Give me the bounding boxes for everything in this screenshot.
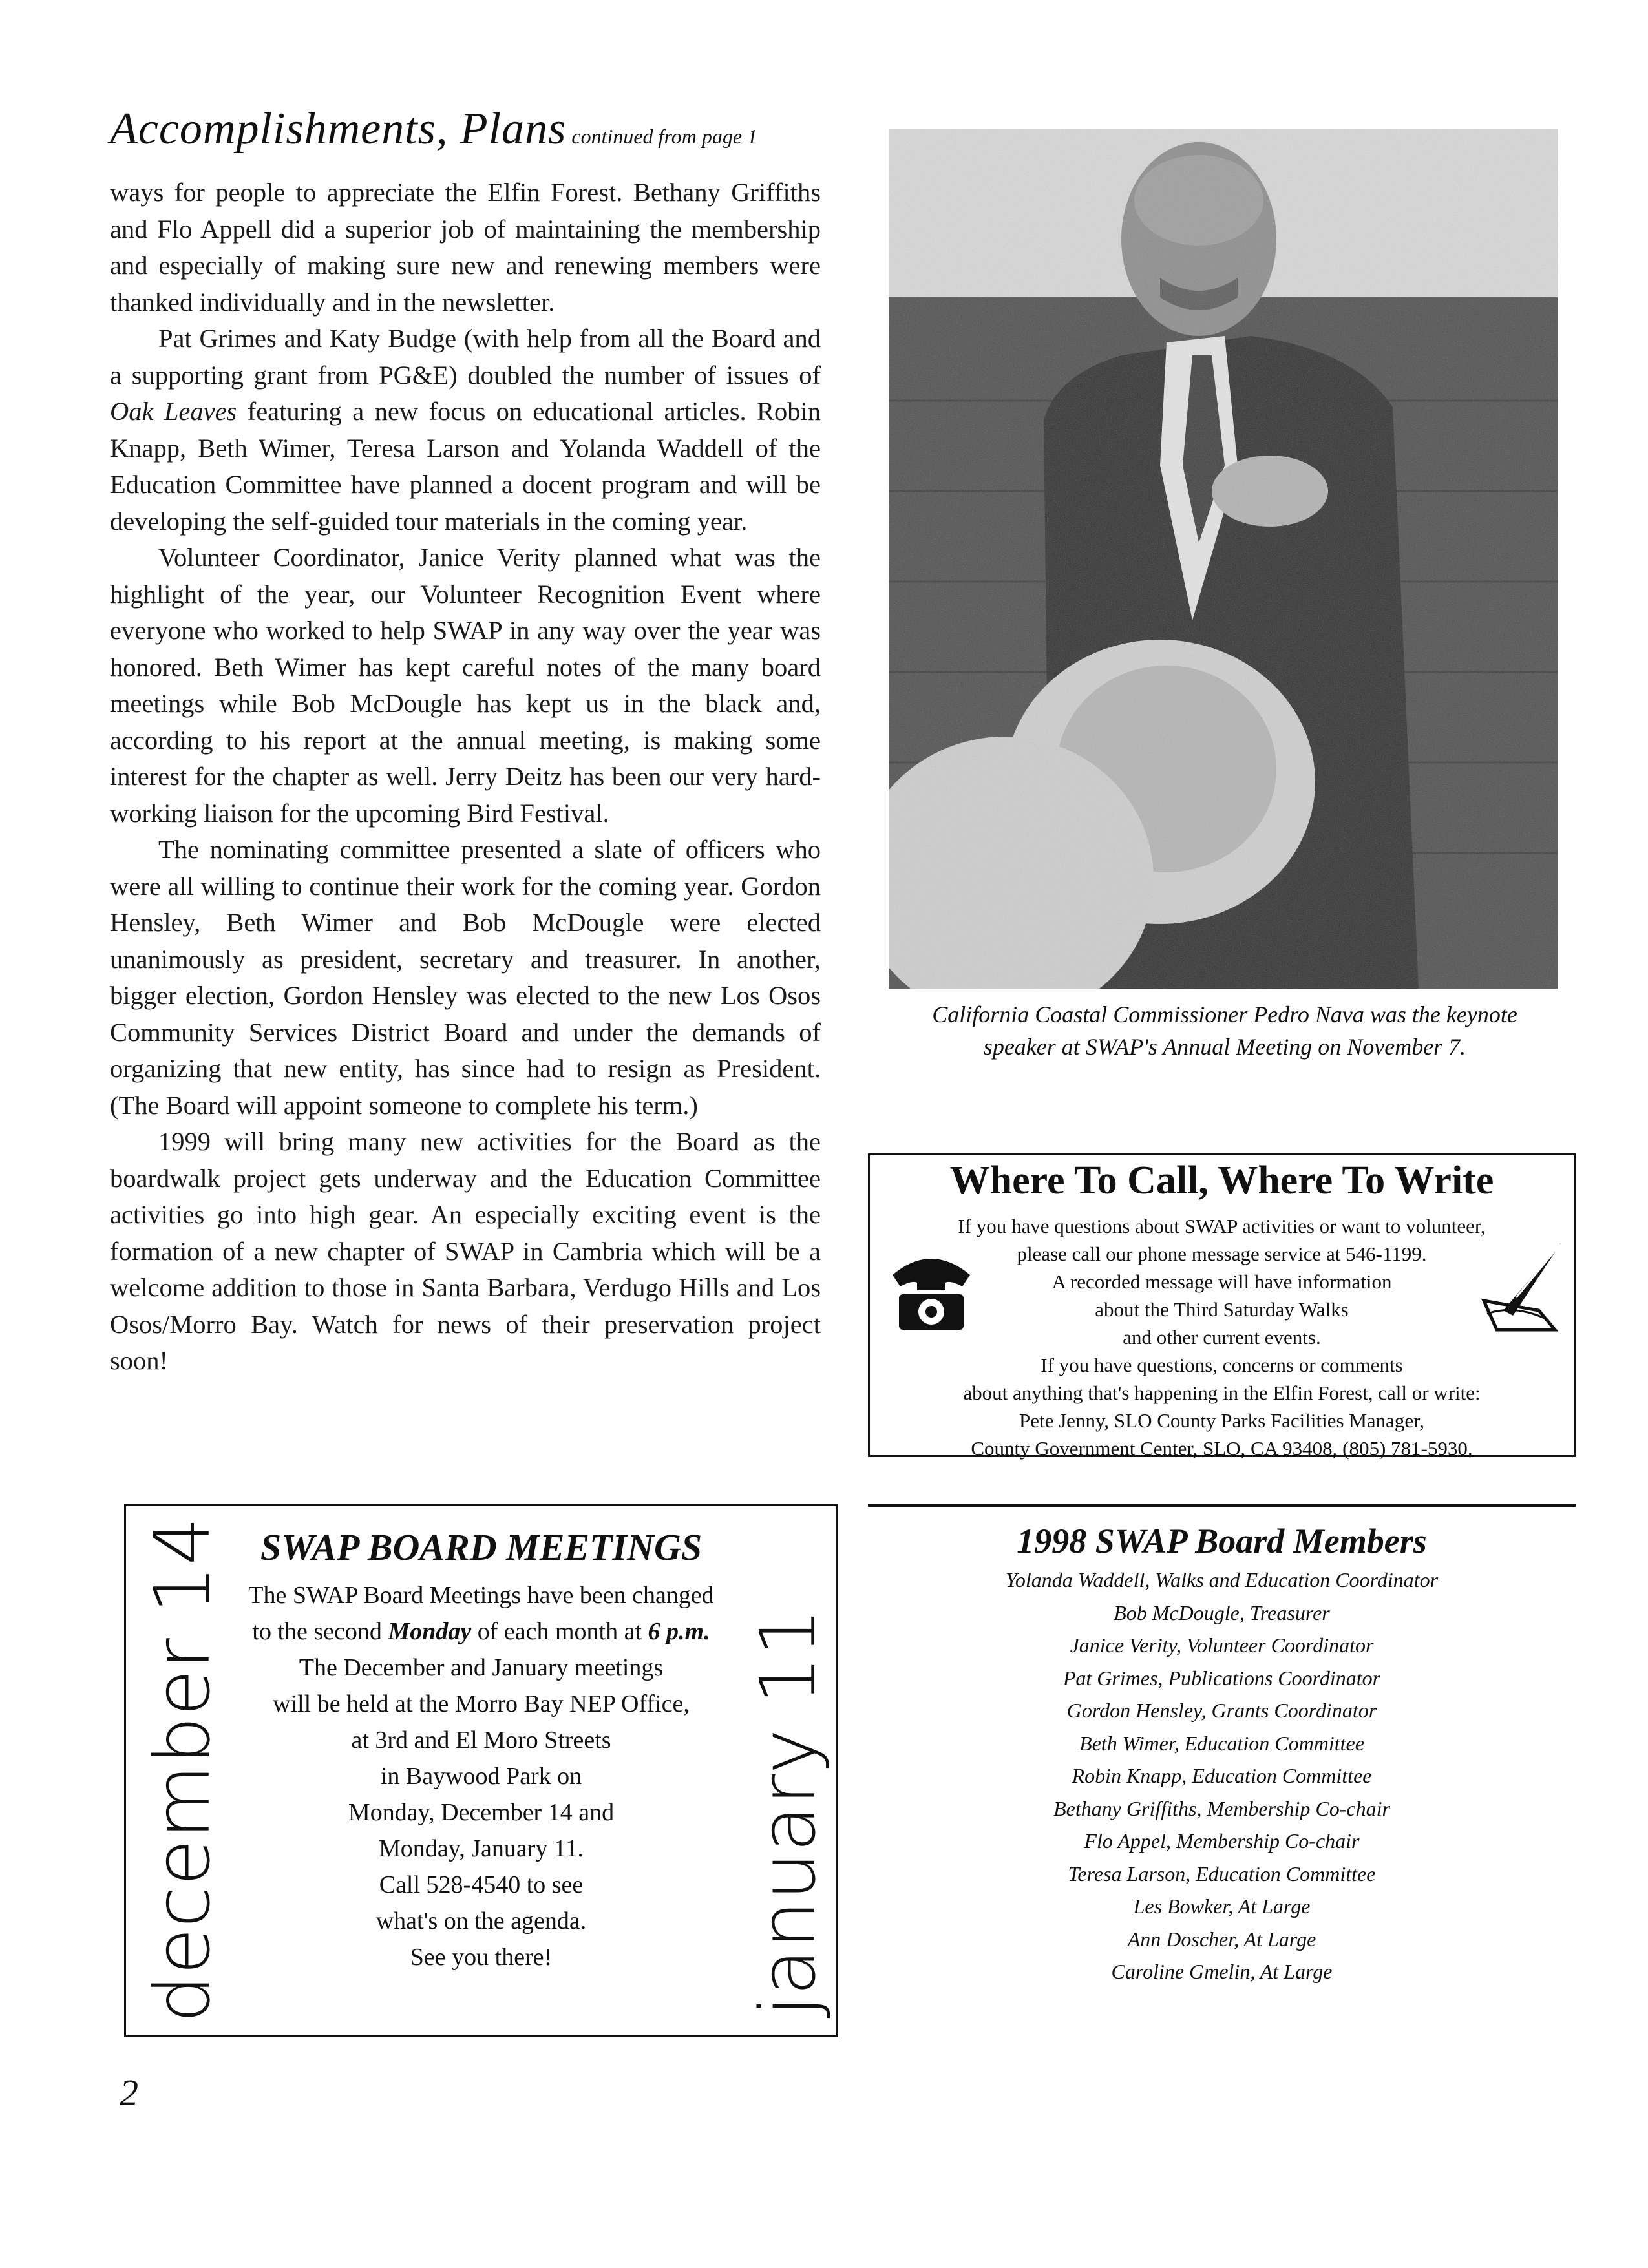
meetings-line [223, 1613, 739, 1650]
meetings-line: at 3rd and El Moro Streets [351, 1727, 611, 1754]
article-headline [110, 103, 853, 168]
contact-line: County Government Center, SLO, CA 93408, (805) 781-5930. [971, 1437, 1473, 1460]
board-member: Ann Doscher, At Large [1127, 1927, 1316, 1951]
contact-line: Pete Jenny, SLO County Parks Facilities Manager, [1019, 1409, 1424, 1432]
quill-pen-icon [1477, 1239, 1568, 1336]
members-divider [868, 1504, 1576, 1507]
board-member: Beth Wimer, Education Committee [1079, 1731, 1364, 1755]
board-member: Bethany Griffiths, Membership Co-chair [1053, 1796, 1390, 1820]
article-body [110, 174, 821, 1380]
meetings-line: Monday, January 11. [379, 1835, 584, 1862]
board-members-section [868, 1518, 1576, 1988]
contact-line: If you have questions, concerns or comments [1041, 1354, 1403, 1376]
article-paragraph-5: 1999 will bring many new activities for the Board as the boardwalk project gets underway and the Education Committee activities go into high gear. An especially exciting event is the formation of a new chapter of SWAP in Cambria which will be a welcome addition to those in Santa Barbara, Verdugo Hills and Los Osos/Morro Bay. Watch for news of their preservation project soon! [110, 1127, 821, 1375]
board-meetings-text [223, 1577, 739, 1975]
contact-box-title: Where To Call, Where To Write [949, 1159, 1494, 1202]
january-date-vertical: january 11 [743, 1608, 832, 2017]
contact-line: about anything that's happening in the Elfin Forest, call or write: [963, 1381, 1481, 1404]
board-member: Flo Appel, Membership Co-chair [1084, 1829, 1360, 1853]
caption-line: speaker at SWAP's Annual Meeting on November 7. [983, 1034, 1466, 1060]
paragraph-2-end: featuring a new focus on educational articles. Robin Knapp, Beth Wimer, Teresa Larson and Yolanda Waddell of the Education Committee have planned a docent program and will be developing the self-guided tour materials in the coming year. [110, 397, 821, 536]
board-member: Gordon Hensley, Grants Coordinator [1066, 1699, 1377, 1722]
meeting-day: Monday [388, 1618, 472, 1645]
contact-line: A recorded message will have information [1051, 1270, 1392, 1293]
article-paragraph-1: ways for people to appreciate the Elfin Forest. Bethany Griffiths and Flo Appell did a superior job of maintaining the membership and especially of making sure new and renewing members were thanked individually and in the newsletter. [110, 178, 821, 317]
meetings-line-start: to the second [252, 1618, 388, 1645]
meetings-line: what's on the agenda. [375, 1907, 587, 1935]
telephone-icon [886, 1249, 977, 1333]
board-member: Pat Grimes, Publications Coordinator [1062, 1666, 1381, 1690]
meetings-line-mid: of each month at [471, 1618, 648, 1645]
board-members-title: 1998 SWAP Board Members [1017, 1522, 1427, 1560]
meetings-line: in Baywood Park on [380, 1763, 582, 1790]
page-number: 2 [120, 2072, 138, 2114]
paragraph-2-start: Pat Grimes and Katy Budge (with help from all the Board and a supporting grant from PG&E) doubled the number of issues of [110, 324, 821, 390]
headline-continued: continued from page 1 [571, 125, 758, 148]
meetings-line: Call 528-4540 to see [379, 1871, 584, 1898]
speaker-photo [889, 129, 1558, 989]
board-member: Bob McDougle, Treasurer [1114, 1601, 1330, 1624]
article-paragraph-4: The nominating committee presented a slate of officers who were all willing to continue their work for the coming year. Gordon Hensley, Beth Wimer and Bob McDougle were elected unanimously as president, secretary and treasurer. In another, bigger election, Gordon Hensley was elected to the new Los Osos Community Services District Board and under the demands of organizing that new entity, has since had to resign as President. (The Board will appoint someone to complete his term.) [110, 835, 821, 1120]
caption-line: California Coastal Commissioner Pedro Nava was the keynote [932, 1002, 1517, 1027]
board-member: Robin Knapp, Education Committee [1072, 1764, 1372, 1787]
photo-caption [866, 998, 1583, 1063]
meetings-line: See you there! [410, 1944, 553, 1971]
board-member: Les Bowker, At Large [1133, 1895, 1311, 1918]
board-meetings-box [124, 1504, 838, 2037]
board-member: Yolanda Waddell, Walks and Education Coordinator [1005, 1568, 1439, 1591]
contact-line: please call our phone message service at 546-1199. [1017, 1243, 1427, 1265]
meetings-line: Monday, December 14 and [348, 1799, 615, 1826]
contact-line: and other current events. [1123, 1326, 1321, 1349]
contact-line: If you have questions about SWAP activities or want to volunteer, [958, 1215, 1486, 1237]
board-meetings-title: SWAP BOARD MEETINGS [260, 1526, 703, 1568]
article-paragraph-3: Volunteer Coordinator, Janice Verity planned what was the highlight of the year, our Volunteer Recognition Event where everyone who worked to help SWAP in any way over the year was honored. Beth Wimer has kept careful notes of the many board meetings while Bob McDougle has kept us in the black and, according to his report at the annual meeting, is making some interest for the chapter as well. Jerry Deitz has been our very hard-working liaison for the upcoming Bird Festival. [110, 543, 821, 828]
speaker-photo-illustration [889, 129, 1558, 989]
board-members-list [868, 1564, 1576, 1988]
meeting-time: 6 p.m. [648, 1618, 710, 1645]
board-member: Teresa Larson, Education Committee [1068, 1862, 1376, 1885]
board-member: Caroline Gmelin, At Large [1111, 1960, 1333, 1983]
meetings-line: The December and January meetings [299, 1654, 664, 1681]
contact-line: about the Third Saturday Walks [1095, 1298, 1349, 1321]
meetings-line: will be held at the Morro Bay NEP Office, [273, 1690, 690, 1717]
december-date-vertical: december 14 [138, 1517, 227, 2023]
meetings-line: The SWAP Board Meetings have been changed [248, 1582, 714, 1609]
headline-title: Accomplishments, Plans [110, 104, 567, 154]
newsletter-name: Oak Leaves [110, 397, 237, 426]
article-paragraph-2 [110, 320, 821, 540]
board-member: Janice Verity, Volunteer Coordinator [1070, 1633, 1374, 1657]
contact-box [868, 1153, 1576, 1460]
